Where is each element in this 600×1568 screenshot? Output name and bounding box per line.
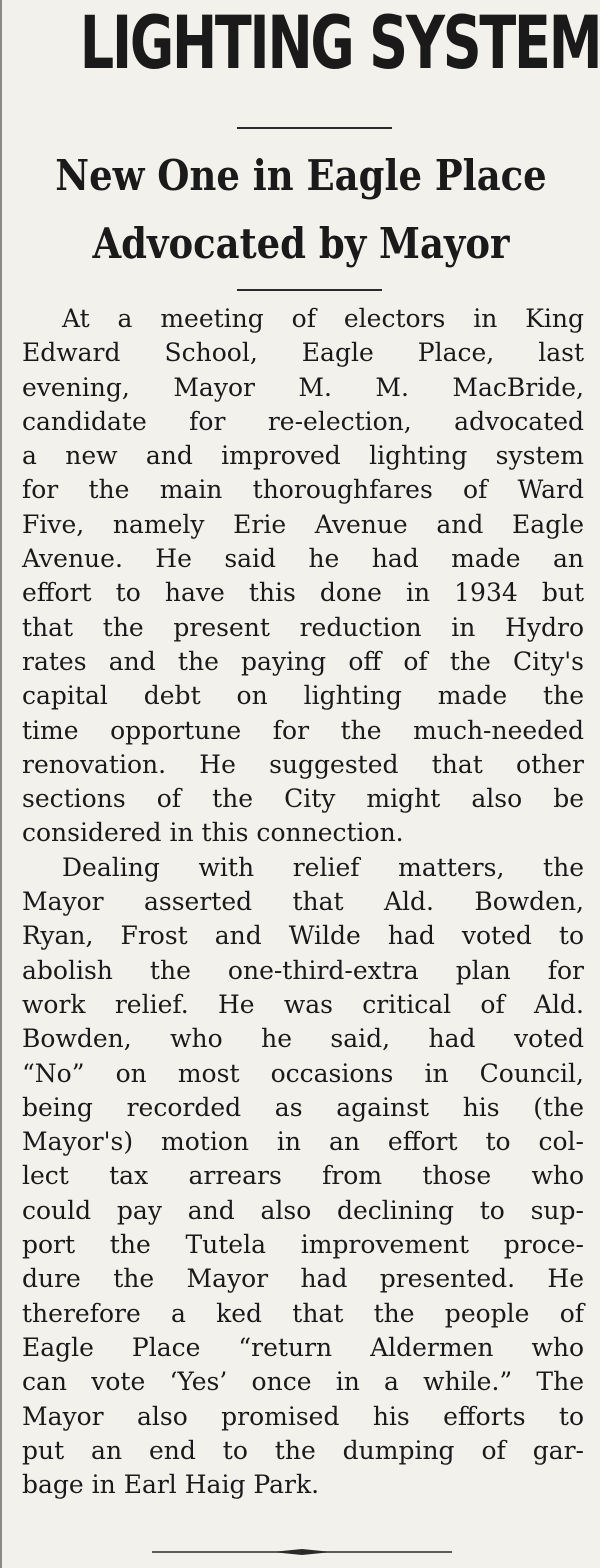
article-line: Edward School, Eagle Place, last — [22, 338, 584, 368]
article-line: rates and the paying off of the City's — [22, 646, 584, 676]
article-line: sections of the City might also be — [22, 784, 584, 814]
article-line: that the present reduction in Hydro — [22, 612, 584, 642]
headline-rule — [237, 127, 392, 129]
headline: LIGHTING SYSTEM — [79, 1, 600, 86]
article-line: evening, Mayor M. M. MacBride, — [22, 372, 584, 402]
article-line: effort to have this done in 1934 but — [22, 578, 584, 608]
article-line: lect tax arrears from those who — [22, 1161, 584, 1191]
article-line: can vote ‘Yes’ once in a while.” The — [22, 1367, 584, 1397]
article-line: renovation. He suggested that other — [22, 749, 584, 779]
article-line: At a meeting of electors in King — [62, 304, 584, 333]
deck-line-2: Advocated by Mayor — [92, 219, 510, 268]
article-line: Five, namely Erie Avenue and Eagle — [22, 509, 584, 539]
article-line: candidate for re-election, advocated — [22, 406, 584, 436]
article-line: Avenue. He said he had made an — [22, 544, 584, 574]
article-line: work relief. He was critical of Ald. — [22, 989, 584, 1019]
paragraph-2 — [22, 851, 584, 1503]
article-line: for the main thoroughfares of Ward — [22, 475, 584, 505]
article-line: Bowden, who he said, had voted — [22, 1024, 584, 1054]
deck-rule — [237, 289, 382, 291]
article-line: bage in Earl Haig Park. — [22, 1470, 320, 1500]
article-line: considered in this connection. — [22, 818, 404, 848]
end-ornament — [152, 1549, 452, 1555]
article-line: could pay and also declining to sup- — [22, 1195, 584, 1225]
article-body — [22, 302, 584, 1502]
article-line: put an end to the dumping of gar- — [22, 1435, 584, 1465]
article-line: capital debt on lighting made the — [22, 681, 584, 711]
deck-line-1: New One in Eagle Place — [55, 151, 547, 200]
article-line: time opportune for the much-needed — [22, 715, 584, 745]
paragraph-1 — [22, 302, 584, 851]
article-line: Mayor's) motion in an effort to col- — [22, 1127, 584, 1157]
article-line: Ryan, Frost and Wilde had voted to — [22, 921, 584, 951]
article-line: Dealing with relief matters, the — [62, 852, 584, 882]
article-line: abolish the one-third-extra plan for — [22, 955, 584, 985]
article-line: Mayor asserted that Ald. Bowden, — [22, 887, 584, 917]
article-line: port the Tutela improvement proce- — [22, 1230, 584, 1260]
article-line: Eagle Place “return Aldermen who — [22, 1332, 584, 1362]
article-line: “No” on most occasions in Council, — [22, 1058, 584, 1088]
article-line: being recorded as against his (the — [22, 1092, 584, 1122]
article-line: Mayor also promised his efforts to — [22, 1401, 584, 1431]
article-line: a new and improved lighting system — [22, 441, 584, 471]
article-line: therefore a ked that the people of — [22, 1298, 584, 1328]
article-line: dure the Mayor had presented. He — [22, 1264, 584, 1294]
